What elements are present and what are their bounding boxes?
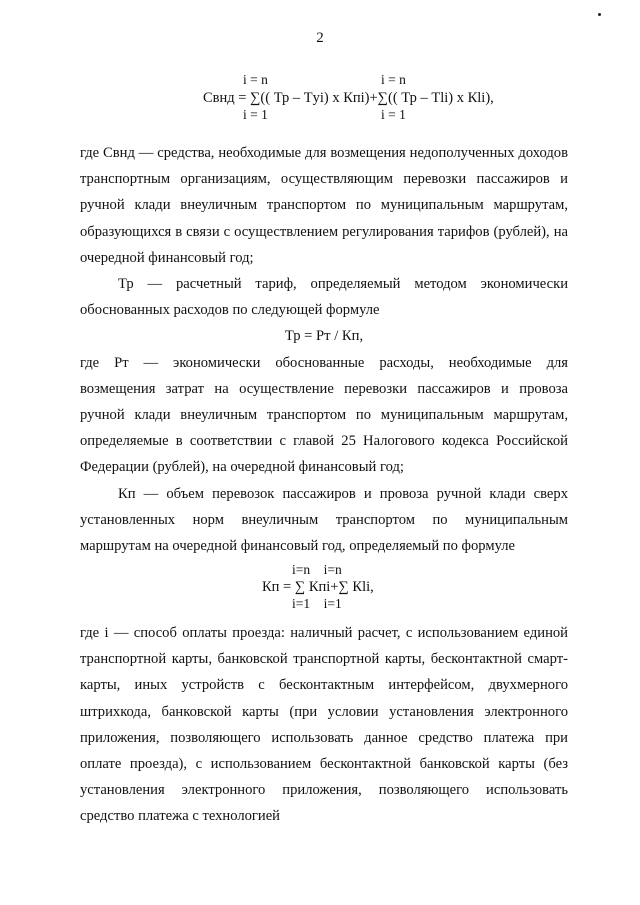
- paragraph-i-definition: где i — способ оплаты проезда: наличный расчет, с использованием единой транспортной карты, банковской транспортной карты, бесконтактной смарт-карты, иных устройств с бесконтактным интерфейсом, двухмерного штрихкода, банковской карты (при условии установления электронного приложения, позволяющего использовать данное средство платежа при оплате проезда), с использованием бесконтактной банковской карты (без установления электронного приложения, позволяющего использовать средство платежа с технологией: [80, 625, 568, 825]
- paragraph-svnd-definition: где Свнд — средства, необходимые для возмещения недополученных доходов транспортным организациям, осуществляющим перевозки пассажиров и ручной клади внеуличным транспортом по муниципальным маршрутам, образующихся в связи с осуществлением регулирования тарифов (рублей), на очередной финансовый год;: [80, 145, 568, 266]
- paragraph-rt-definition: где Рт — экономически обоснованные расходы, необходимые для возмещения затрат на осуществление перевозки пассажиров и провоза ручной клади внеуличным транспортом по муниципальным маршрутам, определяемые в соответствии с главой 25 Налогового кодекса Российской Федерации (рублей), на очередной финансовый год;: [80, 354, 568, 476]
- formula-svnd-upper-limit-2: i = n: [381, 72, 406, 87]
- formula-kp-main: Кп = ∑ Кпi+∑ Кli,: [262, 579, 374, 595]
- formula-kp-upper-limits: i=n i=n: [292, 562, 342, 577]
- formula-svnd-upper-limit-1: i = n: [243, 72, 268, 87]
- formula-svnd-main: Свнд = ∑(( Тр – Тyi) х Кпi)+∑(( Тр – Тli) х Кli),: [203, 90, 494, 106]
- paragraph-kp-definition: Кп — объем перевозок пассажиров и провоза ручной клади сверх установленных норм внеуличным транспортом по муниципальным маршрутам на очередной финансовый год, определяемый по формуле: [80, 485, 568, 555]
- body-text-upper: [80, 140, 568, 559]
- formula-kp-lower-limits: i=1 i=1: [292, 596, 342, 611]
- page-number: 2: [316, 30, 324, 46]
- formula-tr: Тр = Рт / Кп,: [284, 328, 364, 345]
- body-text-lower: [80, 620, 568, 830]
- scan-artifact-dot: [598, 13, 601, 16]
- paragraph-tr-definition: Тр — расчетный тариф, определяемый методом экономически обоснованных расходов по следующей формуле: [80, 276, 568, 319]
- formula-svnd-lower-limit-2: i = 1: [381, 107, 406, 122]
- formula-svnd-lower-limit-1: i = 1: [243, 107, 268, 122]
